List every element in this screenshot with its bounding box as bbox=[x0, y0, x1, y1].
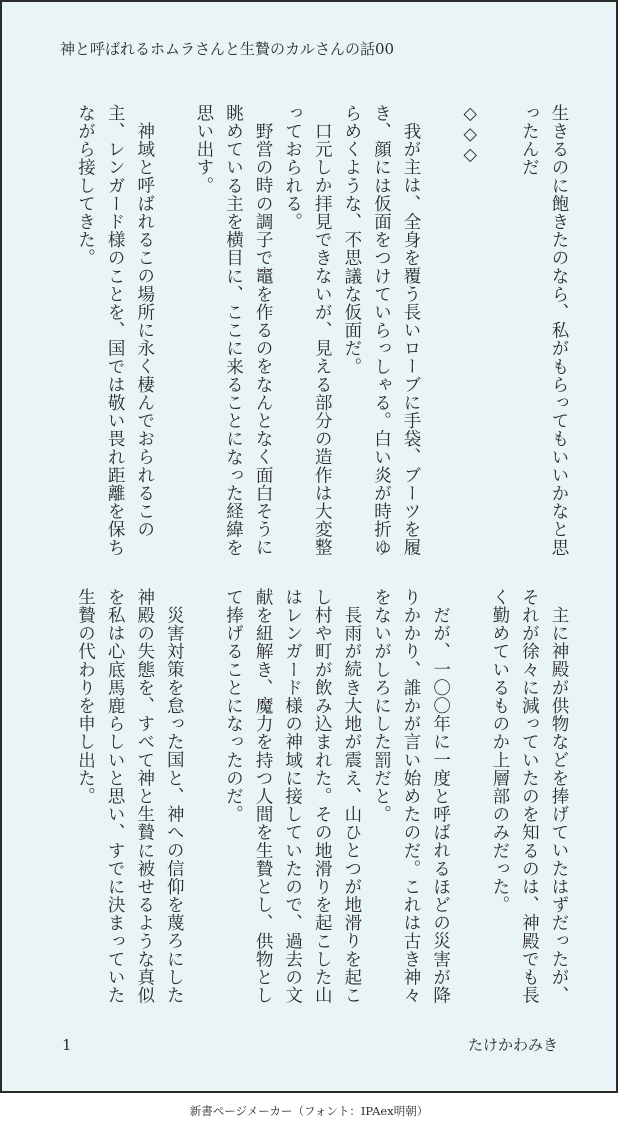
paragraph: 主に神殿が供物などを捧げていたはずだったが、それが徐々に減っていたのを知るのは、神殿でも長く勤めているものか上層部のみだった。 bbox=[489, 588, 569, 1005]
paragraph: ◇◇◇ bbox=[460, 104, 481, 166]
paragraph: だが、一〇〇年に一度と呼ばれるほどの災害が降りかかり、誰かが言い始めたのだ。これは古き神々をないがしろにした罰だと。 bbox=[371, 588, 451, 1005]
paragraph bbox=[484, 104, 514, 560]
paragraph: 長雨が続き大地が震え、山ひとつが地滑りを起こし村や町が飲み込まれた。その地滑りを起こした山はレンガード様の神域に接していたので、過去の文献を紐解き、魔力を持つ人間を生贄とし、供物として捧げることになったのだ。 bbox=[223, 588, 362, 1005]
paragraph bbox=[455, 588, 485, 1012]
paragraph: 神域と呼ばれるこの場所に永く棲んでおられるこの主、レンガード様のことを、国では敬い畏れ距離を保ちながら接してきた。 bbox=[75, 104, 155, 557]
paragraph: 野営の時の調子で竈を作るのをなんとなく面白そうに眺めている主を横目に、ここに来ることになった経緯を思い出す。 bbox=[193, 104, 274, 557]
author-name: たけかわみき bbox=[467, 1036, 558, 1054]
paragraph: 災害対策を怠った国と、神への信仰を蔑ろにした神殿の失態を、すべて神と生贄に被せるような真似を私は心底馬鹿らしいと思い、すでに決まっていた生贄の代わりを申し出た。 bbox=[75, 588, 185, 1005]
paragraph bbox=[425, 104, 455, 560]
text-block-top bbox=[70, 104, 573, 560]
paragraph bbox=[188, 588, 218, 1012]
chapter-title: 神と呼ばれるホムラさんと生贄のカルさんの話00 bbox=[60, 40, 395, 58]
paragraph bbox=[159, 104, 189, 560]
paragraph: 生きるのに飽きたのなら、私がもらってもいいかなと思ったんだ bbox=[519, 104, 569, 557]
page-number: 1 bbox=[62, 1036, 72, 1054]
text-block-bottom bbox=[70, 588, 573, 1012]
generator-caption: 新書ページメーカー（フォント：IPAex明朝） bbox=[189, 1104, 429, 1118]
paragraph: 我が主は、全身を覆う長いローブに手袋、ブーツを履き、顔には仮面をつけていらっしゃる。白い炎が時折ゆらめくような、不思議な仮面だ。 bbox=[341, 104, 422, 557]
paragraph: 口元しか拝見できないが、見える部分の造作は大変整っておられる。 bbox=[282, 104, 333, 556]
